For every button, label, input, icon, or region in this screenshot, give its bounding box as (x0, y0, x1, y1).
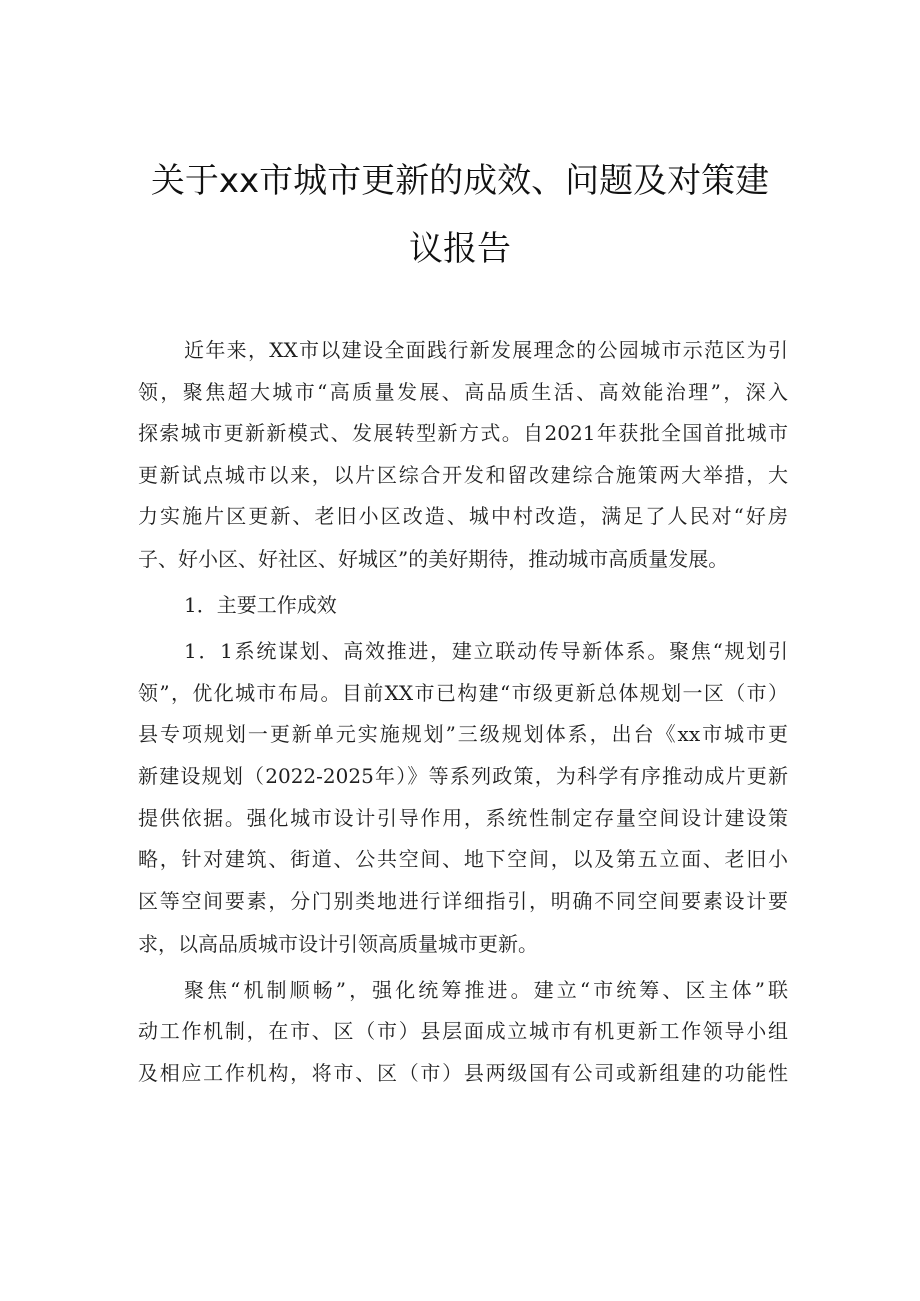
paragraph-2-line-6: 略，针对建筑、街道、公共空间、地下空间，以及第五立面、老旧小 (138, 847, 788, 871)
paragraph-2-line-5: 提供依据。强化城市设计引导作用，系统性制定存量空间设计建设策 (138, 806, 788, 830)
paragraph-3-line-2: 动工作机制，在市、区（市）县层面成立城市有机更新工作领导小组 (138, 1019, 788, 1043)
paragraph-1-line-1: 近年来，XX市以建设全面践行新发展理念的公园城市示范区为引 (184, 338, 788, 362)
document-title-line-1: 关于xx市城市更新的成效、问题及对策建 (150, 161, 770, 201)
paragraph-2-line-2: 领”，优化城市布局。目前XX市已构建“市级更新总体规划一区（市） (138, 681, 788, 705)
paragraph-1-line-3: 探索城市更新新模式、发展转型新方式。自2021年获批全国首批城市 (138, 421, 788, 445)
paragraph-1-line-5: 力实施片区更新、老旧小区改造、城中村改造，满足了人民对“好房 (138, 504, 788, 528)
paragraph-1-line-2: 领，聚焦超大城市“高质量发展、高品质生活、高效能治理”，深入 (138, 380, 788, 404)
paragraph-3-line-3: 及相应工作机构，将市、区（市）县两级国有公司或新组建的功能性 (138, 1061, 788, 1085)
section-heading-1: 1．主要工作成效 (184, 593, 337, 617)
paragraph-2-line-1: 1．1系统谋划、高效推进，建立联动传导新体系。聚焦“规划引 (184, 639, 788, 663)
paragraph-2-line-7: 区等空间要素，分门别类地进行详细指引，明确不同空间要素设计要 (138, 889, 788, 913)
paragraph-2-line-4: 新建设规划（2022-2025年）》等系列政策，为科学有序推动成片更新 (138, 764, 788, 788)
paragraph-2-line-3: 县专项规划一更新单元实施规划”三级规划体系，出台《xx市城市更 (138, 722, 788, 746)
paragraph-1-line-4: 更新试点城市以来，以片区综合开发和留改建综合施策两大举措，大 (138, 463, 788, 487)
paragraph-2-line-8: 求，以高品质城市设计引领高质量城市更新。 (138, 932, 538, 956)
paragraph-1-line-6: 子、好小区、好社区、好城区”的美好期待，推动城市高质量发展。 (138, 547, 729, 571)
document-title-line-2: 议报告 (409, 229, 511, 269)
paragraph-3-line-1: 聚焦“机制顺畅”，强化统筹推进。建立“市统筹、区主体”联 (184, 978, 788, 1002)
